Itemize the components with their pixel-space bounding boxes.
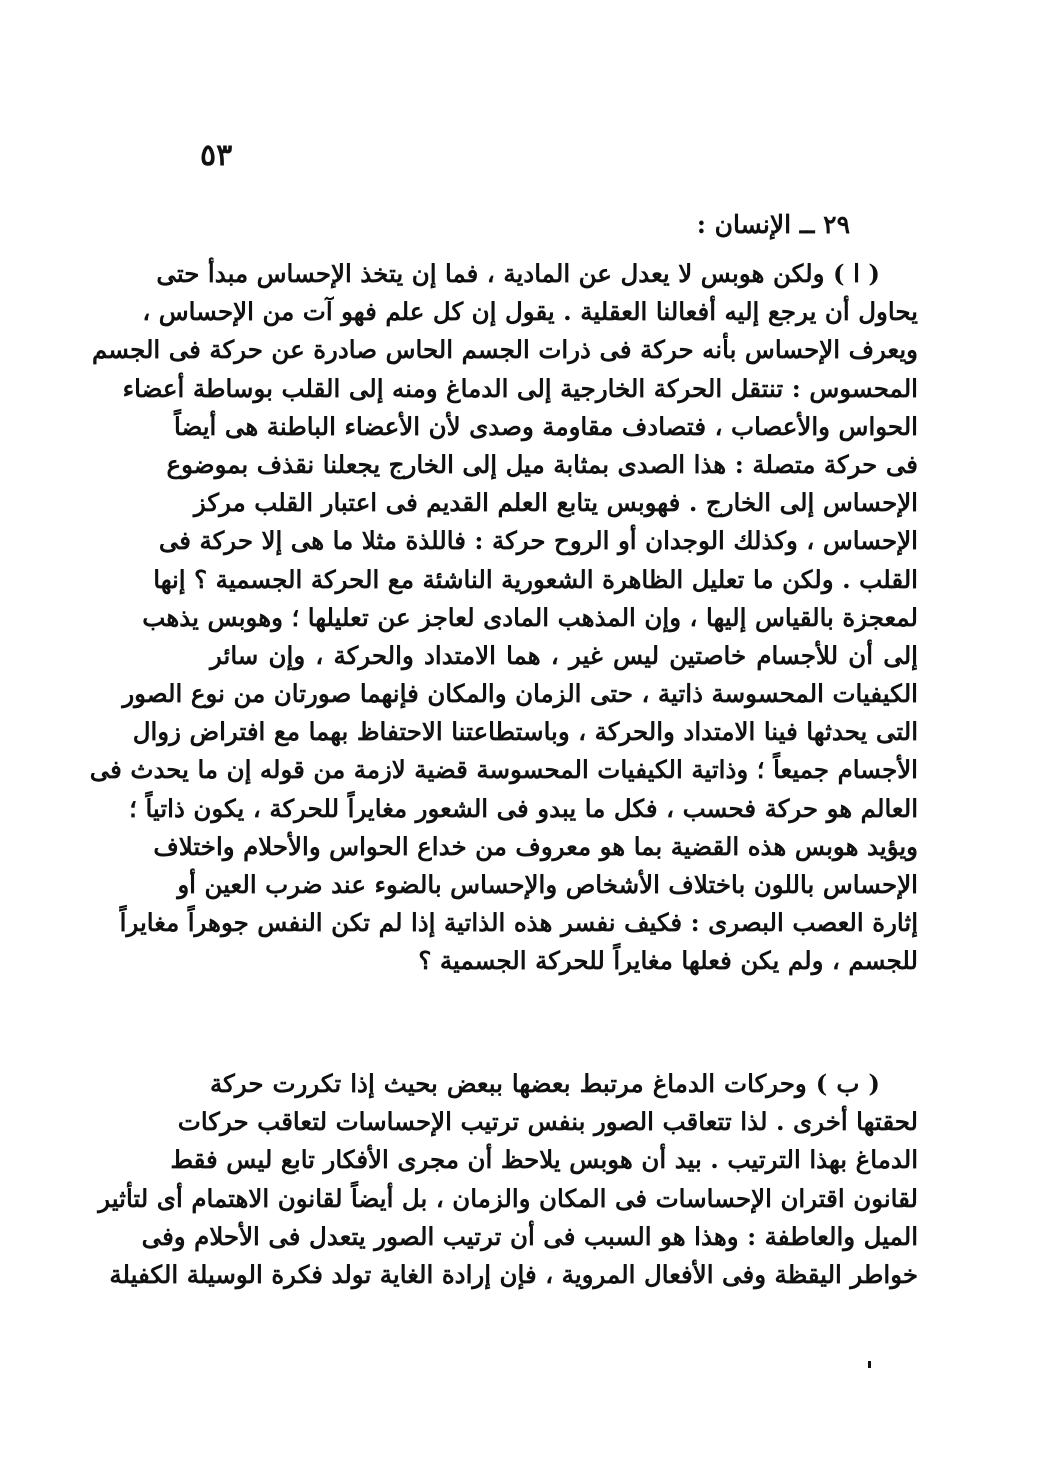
- text-line: القلب . ولكن ما تعليل الظاهرة الشعورية الناشئة مع الحركة الجسمية ؟ إنها: [153, 564, 918, 594]
- text-line: ويعرف الإحساس بأنه حركة فى ذرات الجسم الحاس صادرة عن حركة فى الجسم: [91, 335, 918, 365]
- text-line: ( ب ) وحركات الدماغ مرتبط بعضها ببعض بحيث إذا تكررت حركة: [210, 1069, 880, 1098]
- text-line: لحقتها أخرى . لذا تتعاقب الصور بنفس ترتيب الإحساسات لتعاقب حركات: [177, 1107, 918, 1137]
- text-line: الكيفيات المحسوسة ذاتية ، حتى الزمان والمكان فإنهما صورتان من نوع الصور: [122, 679, 918, 709]
- text-line: الدماغ بهذا الترتيب . بيد أن هوبس يلاحظ أن مجرى الأفكار تابع ليس فقط: [170, 1145, 918, 1175]
- text-line: الأجسام جميعاً ؛ وذاتية الكيفيات المحسوسة قضية لازمة من قوله إن ما يحدث فى: [89, 755, 918, 785]
- page-number: ٥٣: [200, 138, 233, 173]
- text-line: إثارة العصب البصرى : فكيف نفسر هذه الذاتية إذا لم تكن النفس جوهراً مغايراً: [119, 908, 918, 938]
- text-line: الإحساس إلى الخارج . فهوبس يتابع العلم القديم فى اعتبار القلب مركز: [193, 488, 918, 518]
- text-line: لمعجزة بالقياس إليها ، وإن المذهب المادى لعاجز عن تعليلها ؛ وهوبس يذهب: [142, 602, 918, 632]
- text-line: لقانون اقتران الإحساسات فى المكان والزمان ، بل أيضاً لقانون الاهتمام أى لتأثير: [98, 1183, 918, 1213]
- text-line: المحسوس : تنتقل الحركة الخارجية إلى الدماغ ومنه إلى القلب بوساطة أعضاء: [122, 373, 918, 403]
- text-line: الحواس والأعصاب ، فتصادف مقاومة وصدى لأن الأعضاء الباطنة هى أيضاً: [174, 411, 918, 441]
- text-line: الميل والعاطفة : وهذا هو السبب فى أن ترتيب الصور يتعدل فى الأحلام وفى: [141, 1221, 918, 1251]
- text-line: ( ا ) ولكن هوبس لا يعدل عن المادية ، فما إن يتخذ الإحساس مبدأ حتى: [156, 259, 880, 288]
- text-line: يحاول أن يرجع إليه أفعالنا العقلية . يقول إن كل علم فهو آت من الإحساس ،: [142, 297, 918, 327]
- text-line: ويؤيد هوبس هذه القضية بما هو معروف من خداع الحواس والأحلام واختلاف: [153, 831, 918, 861]
- text-line: خواطر اليقظة وفى الأفعال المروية ، فإن إرادة الغاية تولد فكرة الوسيلة الكفيلة: [109, 1259, 918, 1289]
- paragraph-b: [98, 1065, 918, 1294]
- text-line: الإحساس باللون باختلاف الأشخاص والإحساس بالضوء عند ضرب العين أو: [177, 870, 918, 899]
- text-line: فى حركة متصلة : هذا الصدى بمثابة ميل إلى الخارج يجعلنا نقذف بموضوع: [166, 449, 918, 479]
- text-line: العالم هو حركة فحسب ، فكل ما يبدو فى الشعور مغايراً للحركة ، يكون ذاتياً ؛: [129, 793, 918, 823]
- text-line: إلى أن للأجسام خاصتين ليس غير ، هما الامتداد والحركة ، وإن سائر: [210, 640, 918, 670]
- section-heading: ٢٩ ــ الإنسان :: [696, 210, 850, 239]
- text-line: الإحساس ، وكذلك الوجدان أو الروح حركة : فاللذة مثلا ما هى إلا حركة فى: [158, 526, 918, 556]
- paragraph-a: [89, 255, 918, 981]
- stray-ink-mark: [868, 1361, 871, 1368]
- text-line: التى يحدثها فينا الامتداد والحركة ، وباستطاعتنا الاحتفاظ بهما مع افتراض زوال: [132, 717, 918, 747]
- text-line: للجسم ، ولم يكن فعلها مغايراً للحركة الجسمية ؟: [418, 946, 918, 976]
